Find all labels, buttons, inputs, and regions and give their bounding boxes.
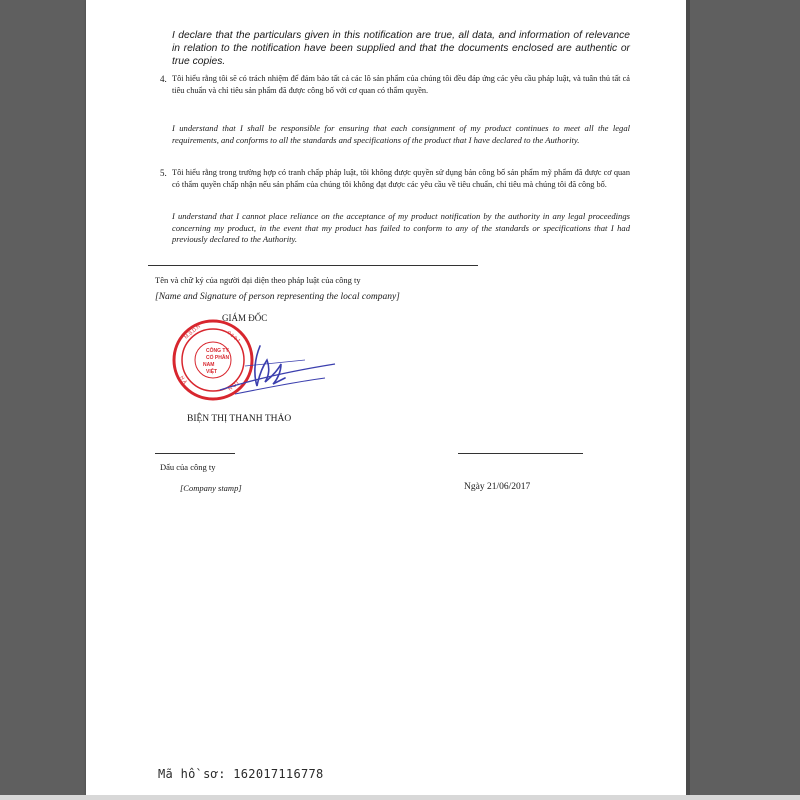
signature-label-en: [Name and Signature of person representing the local company] (155, 292, 400, 302)
item-4-number: 4. (160, 74, 167, 84)
stamp-label-vi: Dấu của công ty (160, 462, 216, 472)
signature-divider (148, 265, 478, 266)
item-5-english: I understand that I cannot place reliance on the acceptance of my product notification by the authority in any legal proceedings concerning my product, in the event that my product has failed to conform to any of the standards or specifications that I had previously declared to the Authority. (172, 211, 630, 244)
svg-text:CÔNG TY: CÔNG TY (206, 348, 229, 354)
item-4-english: I understand that I shall be responsible for ensuring that each consignment of my product continues to meet all the legal requirements, and conforms to all the standards and specifications of the product that I have declared to the Authority. (172, 123, 630, 145)
stamp-line (155, 453, 235, 454)
svg-text:N Ộ I: N Ộ I (227, 380, 241, 393)
viewer-page-edge (686, 0, 690, 800)
director-name: BIỆN THỊ THANH THẢO (187, 414, 292, 424)
document-date: Ngày 21/06/2017 (464, 482, 531, 492)
svg-text:M.S.D.N: M.S.D.N (183, 323, 202, 341)
declaration-intro: I declare that the particulars given in this notification are true, all data, and information of relevance in relation to the notification have been supplied and that the documents enclosed are authentic or true copies. (172, 30, 630, 67)
handwritten-signature-icon (215, 338, 340, 398)
date-line (458, 453, 583, 454)
viewer-bottom-band (0, 795, 800, 800)
item-5-vietnamese: Tôi hiểu rằng trong trường hợp có tranh chấp pháp luật, tôi không được quyền sử dụng bản công bố sản phẩm mỹ phẩm đã được cơ quan có thẩm quyền chấp nhận nếu sản phẩm của chúng tôi không đạt được các yêu cầu về tiêu chuẩn, chỉ tiêu mà chúng tôi đã công bố. (172, 168, 630, 189)
svg-text:NAM: NAM (203, 362, 215, 368)
item-4-vietnamese: Tôi hiểu rằng tôi sẽ có trách nhiệm để đảm bảo tất cả các lô sản phẩm của chúng tôi đều đáp ứng các yêu cầu pháp luật, và tuân thủ tất cả tiêu chuẩn và chỉ tiêu sản phẩm đã được công bố với cơ quan có thẩm quyền. (172, 74, 630, 95)
svg-text:H À: H À (178, 375, 188, 386)
item-5-number: 5. (160, 168, 167, 178)
svg-text:CỔ PHẦN: CỔ PHẦN (206, 355, 230, 361)
dossier-code: Mã hồ sơ: 162017116778 (158, 767, 324, 781)
signature-label-vi: Tên và chữ ký của người đại diện theo pháp luật của công ty (155, 275, 361, 285)
director-title: GIÁM ĐỐC (222, 313, 268, 323)
stamp-label-en: [Company stamp] (180, 483, 242, 493)
svg-text:0 1 0 1: 0 1 0 1 (225, 329, 242, 345)
svg-text:VIỆT: VIỆT (206, 369, 218, 375)
